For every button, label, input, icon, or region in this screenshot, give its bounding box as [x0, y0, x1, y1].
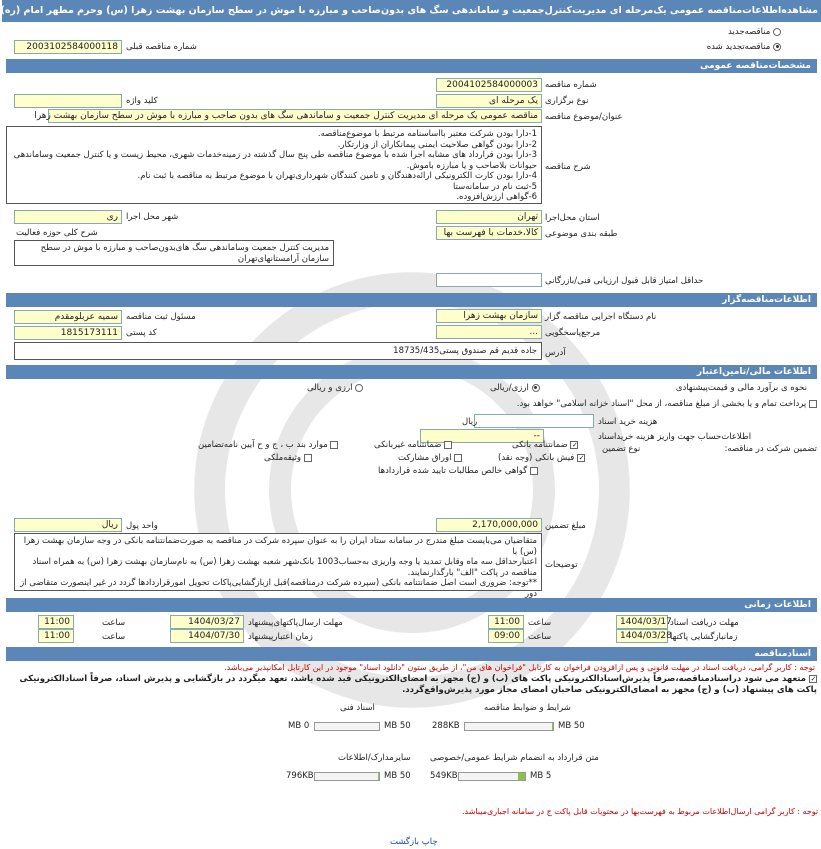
city-field[interactable]: ری [14, 210, 122, 224]
subject-field[interactable]: مناقصه عمومی یک مرحله ای مدیریت کنترل جمعیت و ساماندهی سگ های بدون صاحب و مبارزه با موش در سطح سازمان بهشت زهرا [48, 109, 542, 123]
new-tender-radio[interactable] [773, 28, 781, 36]
file-progress-bar [458, 772, 526, 781]
guarantee-option[interactable] [198, 440, 338, 451]
validity-label: زمان اعتبارپیشنهاد [248, 632, 313, 642]
section-finance: اطلاعات مالی/تامین‌اعتبار [6, 365, 817, 379]
tender-no-field[interactable]: 2004102584000003 [436, 78, 542, 92]
estimate-fx-option[interactable] [307, 383, 363, 394]
file-label: اسناد فنی [340, 703, 375, 713]
description-line: 6-گواهی ارزش‌افزوده. [456, 192, 537, 202]
treasury-option[interactable] [517, 399, 817, 410]
commit-label: متعهد می شود در‌اسنادمناقصه،صرفاً پذیرش‌اسنادالکترونیکی پاکت های (ب) و (ج) مجهز به امضای‌الکترونیکی قید شده باشد، تعهد میگردد در بازگشایی و پذیرش اسناد، صرفاً اسنادالکترونیکی پاکت های پیشنهاد (ب) و (ج) مجهز به امضای‌الکترونیکی صاحبان امضای مجاز مورد پذیرش‌واقع‌گردد. [19, 674, 817, 695]
subject-label: عنوان/موضوع مناقصه [545, 112, 623, 122]
estimate-fx-label: ارزی و ریالی [307, 383, 353, 393]
guarantee-checkbox[interactable] [444, 441, 452, 449]
estimate-label: نحوه ی برآورد مالی و قیمت‌پیشنهادی [675, 383, 807, 393]
zone-box: مدیریت کنترل جمعیت وساماندهی سگ های‌بدون‌صاحب و مبارزه با موش در سطح سازمان آرامستانهای‌تهران [14, 240, 334, 266]
guarantee-option-label: اوراق مشارکت [398, 453, 452, 463]
estimate-rial-label: ارزی/ریالی [490, 383, 529, 393]
guarantee-label: تضمین شرکت در مناقصه: [724, 444, 817, 454]
file-label: سایرمدارک/اطلاعات [338, 753, 411, 763]
guarantee-option[interactable] [498, 453, 585, 464]
validity-time[interactable]: 11:00 [38, 629, 74, 643]
file-size: 288KB [432, 721, 460, 731]
currency-field[interactable]: ریال [14, 518, 122, 532]
file-max: 50 MB [384, 721, 411, 731]
file-progress-bar [314, 722, 380, 731]
treasury-checkbox[interactable] [809, 400, 817, 408]
guarantee-checkbox[interactable] [530, 467, 538, 475]
type-label: نوع برگزاری [545, 96, 589, 106]
section-timing: اطلاعات زمانی [6, 598, 817, 612]
section-organizer: اطلاعات‌مناقصه‌گزار [6, 293, 817, 307]
zone-label: شرح کلی حوزه فعالیت [16, 228, 98, 238]
prev-tender-no-field[interactable]: 2003102584000118 [14, 40, 122, 54]
guarantee-option-label: فیش بانکی (وجه نقد) [498, 453, 575, 463]
opening-time-label: ساعت [528, 632, 552, 642]
doc-cost-unit: ریال [462, 417, 478, 427]
amount-label: مبلغ تضمین [545, 521, 586, 531]
keyword-field[interactable] [14, 94, 122, 108]
guarantee-checkbox[interactable] [570, 441, 578, 449]
doc-receive-label: مهلت دریافت اسناد [670, 618, 739, 628]
account-label: اطلاعات‌حساب جهت واریز هزینه خریداسناد [598, 432, 752, 442]
description-line: 2-دارا بودن گواهی صلاحیت ایمنی پیمانکاران از وزارتکار. [337, 139, 537, 150]
min-score-field[interactable] [436, 273, 542, 287]
tender-no-label: شماره مناقصه [545, 80, 597, 90]
description-line: 5-ثبت نام در سامانه‌ستا [452, 181, 537, 192]
registrar-field[interactable]: سمیه عربلومقدم [14, 310, 122, 324]
amount-field[interactable]: 2,170,000,000 [436, 518, 542, 532]
prev-tender-no-label: شماره مناقصه قبلی [126, 42, 197, 52]
file-progress-fill [378, 773, 379, 780]
guarantee-option-label: موارد بند ب ، ج و ح آیین نامه‌تضامین [198, 440, 328, 450]
doc-cost-field[interactable] [474, 414, 594, 428]
opening-label: زمانبازگشایی پاکتها [670, 632, 738, 642]
file-label: متن قرارداد به انضمام شرایط عمومی/خصوصی [430, 753, 599, 763]
guarantee-checkbox[interactable] [304, 454, 312, 462]
file-size: 549KB [430, 771, 458, 781]
treasury-label: پرداخت تمام و یا بخشی از مبلغ مناقصه، از محل "اسناد خزانه اسلامی" خواهد بود. [516, 399, 807, 409]
renewed-tender-option[interactable] [707, 42, 781, 53]
estimate-fx-radio[interactable] [355, 384, 363, 392]
file-progress-bar [314, 772, 380, 781]
min-score-label: حداقل امتیاز قابل قبول ارزیابی فنی/بازرگانی [545, 276, 704, 286]
file-max: 50 MB [384, 771, 411, 781]
estimate-rial-option[interactable] [490, 383, 540, 394]
validity-date[interactable]: 1404/07/30 [170, 629, 244, 643]
reference-field[interactable]: ... [436, 325, 542, 339]
opening-time[interactable]: 09:00 [488, 629, 524, 643]
doc-receive-time[interactable]: 11:00 [488, 615, 524, 629]
notes-line: **توجه: ضروری است اصل ضمانتنامه بانکی (سپرده شرکت درمناقصه)قبل ازبازگشایی‌پاکات تحویل امورقراردادها گردد در غیر اینصورت متقاضی از دور [20, 578, 537, 599]
guarantee-option[interactable] [398, 453, 462, 464]
doc-cost-label: هزینه خرید اسناد [598, 417, 658, 427]
submit-time[interactable]: 11:00 [38, 615, 74, 629]
guarantee-type-label: نوع تضمین [602, 444, 641, 454]
renewed-tender-radio[interactable] [773, 43, 781, 51]
estimate-rial-radio[interactable] [532, 384, 540, 392]
address-box: جاده قدیم قم صندوق پستی18735/435 [14, 342, 542, 360]
page-title: مشاهده‌اطلاعات‌مناقصه عمومی یک‌مرحله ای مدیریت‌کنترل‌جمعیت و ساماندهی سگ های بدون‌صاحب و مبارزه با موش در سطح سازمان بهشت زهرا (س) وحرم مطهر امام (ره) [2, 0, 821, 22]
commit-checkbox[interactable] [809, 675, 817, 683]
guarantee-option[interactable] [374, 440, 452, 451]
guarantee-checkbox[interactable] [454, 454, 462, 462]
city-label: شهر محل اجرا [126, 212, 179, 222]
fehrest-notice: توجه : کاربر گرامی ارسال‌اطلاعات مربوط به فهرست‌بها در محتویات قابل پاکت ج در سامانه اجباری‌میباشد. [462, 807, 819, 816]
guarantee-option[interactable] [378, 466, 538, 477]
guarantee-option[interactable] [264, 453, 312, 464]
opening-date[interactable]: 1404/03/28 [616, 629, 668, 643]
postal-label: کد پستی [126, 328, 157, 338]
notes-box [14, 533, 542, 599]
validity-time-label: ساعت [102, 632, 126, 642]
description-line: 1-دارا بودن شرکت معتبر با‌اساسنامه مرتبط با موضوع‌مناقصه. [317, 129, 537, 139]
guarantee-option-label: گواهی خالص مطالبات تایید شده قراردادها [378, 466, 528, 476]
exec-field[interactable]: سازمان بهشت زهرا [436, 309, 542, 323]
description-label: شرح مناقصه [545, 162, 591, 172]
registrar-label: مسئول ثبت مناقصه [126, 312, 196, 322]
doc-receive-time-label: ساعت [528, 618, 552, 628]
category-field[interactable]: کالا،خدمات با فهرست بها [436, 226, 542, 240]
file-progress-fill [518, 773, 525, 780]
file-label: شرایط و ضوابط مناقصه [484, 703, 571, 713]
submit-time-label: ساعت [102, 618, 126, 628]
type-field[interactable]: یک مرحله ای [436, 94, 542, 108]
category-label: طبقه بندی موضوعی [545, 229, 618, 239]
reference-label: مرجع‌پاسخگویی [545, 328, 601, 338]
address-label: آدرس [545, 348, 566, 358]
documents-notice: توجه : کاربر گرامی، دریافت اسناد در مهلت قانونی و پس ازافزودن فراخوان به کارتابل "فراخوان های من"، از طریق ستون "دانلود اسناد" موجود در این کارتابل امکانپذیر می‌باشد. [224, 663, 815, 672]
new-tender-option[interactable] [728, 27, 781, 38]
file-progress-bar [464, 722, 554, 731]
commit-option[interactable] [6, 674, 817, 696]
submit-date[interactable]: 1404/03/27 [170, 615, 244, 629]
guarantee-option[interactable] [512, 440, 578, 451]
province-field[interactable]: تهران [436, 210, 542, 224]
description-box [6, 126, 542, 204]
submit-label: مهلت ارسال‌پاکتهای‌پیشنهاد [248, 618, 343, 628]
guarantee-option-label: وثیقه‌ملکی [264, 453, 302, 463]
file-size: 796KB [286, 771, 314, 781]
province-label: استان محل‌اجرا [545, 213, 600, 223]
keyword-label: کلید واژه [126, 96, 158, 106]
exec-label: نام دستگاه اجرایی مناقصه گزار [545, 312, 657, 322]
description-line: 3-دارا بودن قرارداد های مشابه اجرا شده با موضوع مناقصه طی پنج سال گذشته در زمینه‌خدمات شهری، محیط زیست و یا کنترل جمعیت وساماندهی [13, 150, 537, 160]
account-field[interactable]: -- [420, 429, 544, 443]
file-progress-fill [552, 723, 553, 730]
postal-field[interactable]: 1815173111 [14, 326, 122, 340]
notes-label: توضیحات [545, 560, 578, 570]
file-max: 5 MB [530, 771, 552, 781]
notes-line: متقاضیان می‌بایست مبلغ مندرج در سامانه ستاد ایران را به عنوان سپرده شرکت در مناقصه به صورت‌ضمانتنامه بانکی در وجه سازمان بهشت زهرا (س) با [23, 536, 537, 557]
guarantee-checkbox[interactable] [330, 441, 338, 449]
currency-label: واحد پول [126, 521, 158, 531]
section-general: مشخصات‌مناقصه عمومی [6, 59, 817, 73]
file-max: 50 MB [558, 721, 585, 731]
file-size: 0 MB [288, 721, 310, 731]
notes-line: اعتبار‌حداقل سه ماه وقابل تمدید یا وجه واریزی به‌حساب1003 بانک‌شهر شعبه بهشت زهرا (س) به نام‌سازمان بهشت زهرا (س) به همراه اسناد [32, 557, 537, 567]
notes-line: مناقصه در پاکت "الف" بارگذارنمایند. [407, 567, 537, 578]
section-documents: اسنادمناقصه [6, 647, 817, 661]
guarantee-option-label: ضمانتنامه غیربانکی [374, 440, 442, 450]
guarantee-option-label: ضمانتنامه بانکی [512, 440, 568, 450]
renewed-tender-label: مناقصه‌تجدید شده [706, 42, 771, 52]
new-tender-label: مناقصه‌جدید [728, 27, 771, 37]
description-line: 4-دارا بودن کارت الکترونیکی ارائه‌دهندگان و تامین کنندگان شهرداری‌تهران با موضوع مرتبط به مناقصه با ثبت نام. [137, 171, 537, 181]
description-line: حیوانات بلاصاحب و یا مبارزه باموش. [406, 160, 537, 171]
doc-receive-date[interactable]: 1404/03/17 [616, 615, 668, 629]
guarantee-checkbox[interactable] [577, 454, 585, 462]
back-link[interactable]: چاپ بازگشت [390, 837, 438, 847]
